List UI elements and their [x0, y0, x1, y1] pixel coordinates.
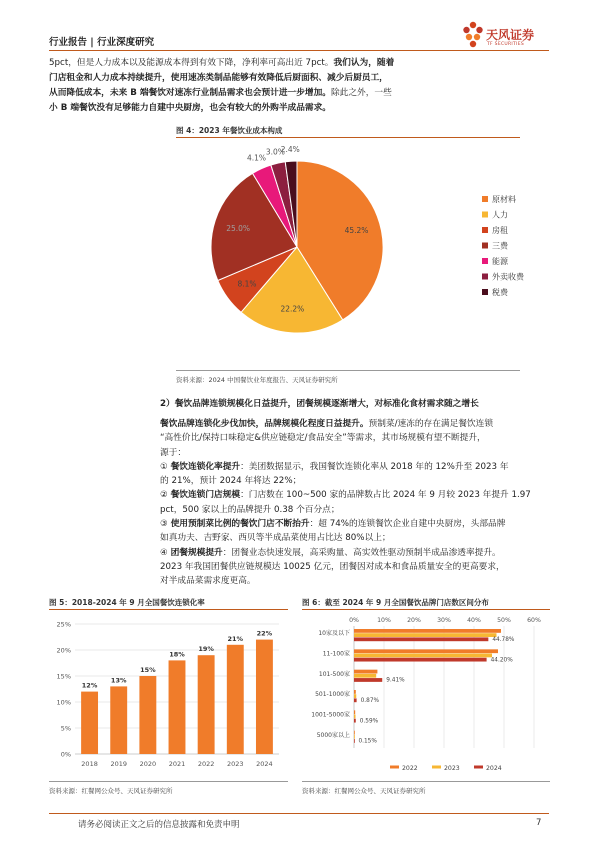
bar-value-label: 18%	[169, 650, 185, 659]
legend-swatch	[482, 227, 488, 233]
section2-text: 餐饮连锁化率提升	[170, 461, 241, 472]
intro-text: 从而降低成本，未来 B 端餐饮对速冻行业制品需求也会预计进一步增加。	[49, 88, 331, 98]
bar-value-label: 12%	[81, 681, 98, 690]
y-tick-label: 1001-5000家	[311, 711, 350, 719]
x-tick-label: 2022	[197, 760, 215, 768]
x-tick-label: 2024	[256, 760, 273, 768]
y-tick-label: 501-1000家	[315, 691, 350, 699]
legend-swatch	[482, 274, 488, 280]
bar-2024-501-1000家	[354, 698, 357, 702]
intro-text: 除此之外，一些	[330, 88, 392, 98]
section2-line	[160, 560, 556, 574]
logo-sub: TF SECURITIES	[487, 42, 525, 47]
section2-line	[160, 474, 556, 488]
section2-line	[160, 446, 556, 460]
section2-text: 如真功夫、吉野家、西贝等半成品菜使用占比达 80%以上；	[160, 533, 391, 544]
bar-2024-10家及以下	[354, 637, 488, 641]
legend-swatch	[482, 258, 488, 264]
legend-swatch	[482, 196, 488, 202]
x-tick-label: 20%	[407, 617, 421, 624]
footer-disclaimer-link[interactable]: 请务必阅读正文之后的信息披露和免责申明	[78, 820, 240, 830]
fig5-source: 资料来源：红餐网公众号、天风证券研究所	[49, 787, 173, 795]
x-tick-label: 2021	[168, 760, 186, 768]
x-tick-label: 2023	[227, 760, 244, 768]
legend-label: 2024	[486, 765, 502, 772]
intro-text: 我们认为，随着	[333, 58, 395, 68]
intro-line	[49, 56, 554, 71]
y-tick-label: 15%	[56, 672, 71, 681]
x-tick-label: 60%	[527, 617, 541, 624]
bar-value-label: 0.15%	[358, 738, 377, 745]
bar-2023-501-1000家	[354, 694, 356, 698]
section2-text: 对半成品菜需求度更高。	[160, 576, 256, 587]
bar-value-label: 44.20%	[490, 657, 513, 664]
bar-2023-10家及以下	[354, 633, 497, 637]
section2-text: ①	[160, 461, 171, 472]
fig5-source-divider	[49, 781, 288, 782]
y-tick-label: 5%	[60, 724, 71, 733]
y-tick-label: 10%	[56, 698, 71, 707]
y-tick-label: 11-100家	[322, 650, 350, 658]
header-divider	[49, 50, 549, 51]
section2-text: 餐饮品牌连锁化步伐加快，品牌规模化程度日益提升。	[160, 419, 369, 429]
y-tick-label: 101-500家	[318, 670, 350, 678]
legend-swatch	[482, 212, 488, 218]
intro-text: 5pct，但是人力成本以及能源成本得到有效下降，净利率可高出近 7pct。	[49, 58, 334, 68]
section2-text: 的 21%，预计 2024 年将达 22%；	[160, 476, 302, 487]
bar-value-label: 15%	[140, 666, 156, 674]
fig6-hbar-chart	[302, 612, 550, 778]
legend-swatch	[482, 289, 488, 295]
legend-label: 人力	[492, 210, 508, 220]
section2-line	[160, 517, 556, 531]
section2-line	[160, 531, 556, 545]
legend-label: 房租	[492, 226, 508, 235]
pie-label: 4.1%	[247, 153, 267, 163]
bar-value-label: 0.59%	[359, 718, 379, 725]
section2-text: 源于：	[160, 447, 187, 458]
fig5-caption: 图 5：2018-2024 年 9 月全国餐饮连锁化率	[49, 598, 205, 607]
section2-line	[160, 417, 556, 431]
x-tick-label: 10%	[377, 617, 391, 624]
intro-line	[49, 71, 554, 86]
bar-2023-11-100家	[354, 654, 492, 658]
legend-label: 税费	[492, 288, 508, 297]
report-header-title: 行业报告 | 行业深度研究	[49, 37, 155, 48]
y-tick-label: 10家及以下	[318, 630, 350, 638]
fig5-bar-chart	[49, 612, 288, 778]
section2-text: 使用预制菜比例的餐饮门店不断抬升	[170, 519, 310, 530]
section2-text: 2023 年我国团餐供应链规模达 10025 亿元，团餐因对成本和食品质量安全的更高要求，	[160, 561, 505, 572]
fig4-source-divider	[176, 370, 520, 371]
y-tick-label: 20%	[56, 646, 71, 655]
fig6-source: 资料来源：红餐网公众号、天风证券研究所	[302, 787, 426, 795]
legend-label: 2023	[444, 765, 460, 772]
y-tick-label: 25%	[56, 620, 71, 629]
section2-line	[160, 503, 556, 517]
bar-value-label: 21%	[227, 634, 244, 643]
bar-2023-101-500家	[354, 674, 376, 678]
fig5-caption-divider	[49, 609, 288, 610]
bar-2022-10家及以下	[354, 629, 501, 633]
bar-2024-1001-5000家	[354, 719, 356, 723]
bar-2022-5000家以上	[354, 731, 355, 735]
legend-label: 三费	[492, 241, 508, 251]
bar-2019	[110, 686, 127, 754]
section2-heading: 2）餐饮品牌连锁规模化日益提升，团餐规模逐渐增大，对标准化食材需求随之增长	[160, 399, 479, 409]
pie-label: 3.0%	[265, 147, 285, 157]
intro-paragraph	[49, 56, 554, 116]
bar-2022	[198, 655, 215, 754]
y-tick-label: 5000家以上	[316, 731, 350, 739]
bar-2024-5000家以上	[354, 739, 355, 743]
x-tick-label: 2019	[110, 760, 127, 768]
pie-label: 25.0%	[226, 223, 251, 233]
x-tick-label: 50%	[497, 617, 511, 624]
x-tick-label: 30%	[437, 617, 451, 624]
pie-label: 2.4%	[280, 145, 300, 155]
intro-line	[49, 86, 554, 101]
section2-line	[160, 574, 556, 588]
bar-2023-5000家以上	[354, 735, 355, 739]
intro-text: 小 B 端餐饮没有足够能力自建中央厨房，也会有较大的外购半成品需求。	[49, 103, 331, 113]
bar-2024	[256, 640, 273, 754]
bar-2024-11-100家	[354, 658, 487, 662]
intro-text: 门店租金和人力成本持续提升，使用速冻类制品能够有效降低后厨面积、减少后厨员工，	[49, 73, 388, 83]
section2-text: 预制菜/速冻的存在满足餐饮连锁	[368, 419, 494, 429]
legend-label: 外卖收费	[492, 272, 524, 282]
section2-line	[160, 431, 556, 445]
pie-label: 22.2%	[280, 304, 305, 314]
bar-2024-101-500家	[354, 678, 382, 682]
bar-value-label: 9.41%	[386, 677, 405, 684]
legend-label: 原材料	[492, 195, 516, 204]
legend-label: 能源	[492, 257, 508, 266]
legend-swatch	[432, 766, 441, 769]
section2-line	[160, 460, 556, 474]
x-tick-label: 0%	[349, 617, 359, 624]
logo-flower-icon	[462, 20, 484, 50]
legend-swatch	[474, 766, 483, 769]
bar-value-label: 0.87%	[360, 698, 380, 704]
bar-2022-101-500家	[354, 670, 377, 674]
fig4-pie-chart	[176, 140, 524, 368]
section2-body	[160, 417, 556, 589]
pie-label: 8.1%	[237, 279, 257, 289]
bar-2022-501-1000家	[354, 690, 356, 694]
section2-text: ④	[160, 547, 171, 558]
legend-swatch	[390, 766, 399, 769]
bar-value-label: 13%	[110, 676, 127, 685]
legend-label: 2022	[402, 765, 418, 772]
bar-2023	[227, 645, 244, 754]
fig6-source-divider	[302, 781, 550, 782]
bar-2022-1001-5000家	[354, 710, 355, 714]
pie-label: 45.2%	[344, 225, 369, 235]
section2-text: 团餐规模提升	[170, 547, 223, 558]
section2-text: ：门店数在 100~500 家的品牌数占比 2024 年 9 月较 2023 年提升 1.97	[240, 490, 531, 501]
bar-2021	[169, 660, 186, 754]
bar-2020	[139, 676, 156, 754]
fig4-caption: 图 4：2023 年餐饮业成本构成	[176, 126, 283, 135]
section2-text: ：团餐业态快速发展，高采购量、高实效性驱动预制半成品渗透率提升。	[222, 547, 501, 558]
section2-text: pct，500 家以上的品牌提升 0.38 个百分点；	[160, 504, 340, 515]
fig6-caption: 图 6：截至 2024 年 9 月全国餐饮品牌门店数区间分布	[302, 598, 489, 607]
fig4-source: 资料来源：2024 中国餐饮业年度报告、天风证券研究所	[176, 376, 338, 384]
legend-swatch	[482, 243, 488, 249]
intro-line	[49, 101, 554, 116]
fig6-caption-divider	[302, 609, 550, 610]
bar-value-label: 19%	[198, 645, 214, 654]
section2-text: “高性价比/保持口味稳定&供应链稳定/食品安全”等需求，其市场规模有望不断提升，	[160, 433, 486, 444]
bar-2018	[81, 692, 98, 754]
footer-divider	[49, 813, 549, 814]
x-tick-label: 2018	[81, 760, 98, 768]
logo	[462, 20, 552, 54]
bar-value-label: 44.78%	[492, 637, 515, 643]
bar-value-label: 22%	[256, 629, 273, 638]
section2-text: ②	[160, 490, 171, 501]
bar-2022-11-100家	[354, 649, 498, 653]
y-tick-label: 0%	[60, 750, 71, 759]
section2-text: ③	[160, 519, 171, 530]
x-tick-label: 40%	[467, 617, 481, 624]
bar-2023-1001-5000家	[354, 715, 356, 719]
x-tick-label: 2020	[139, 760, 157, 768]
section2-line	[160, 546, 556, 560]
section2-line	[160, 488, 556, 502]
section2-text: 餐饮连锁门店规模	[170, 490, 241, 501]
fig4-caption-divider	[176, 137, 520, 138]
page-number: 7	[536, 818, 542, 828]
section2-text: ：超 74%的连锁餐饮企业自建中央厨房，头部品牌	[309, 519, 506, 530]
logo-name: 天风证券	[486, 28, 535, 42]
section2-text: ：美团数据显示，我国餐饮连锁化率从 2018 年的 12%升至 2023 年	[240, 461, 509, 472]
